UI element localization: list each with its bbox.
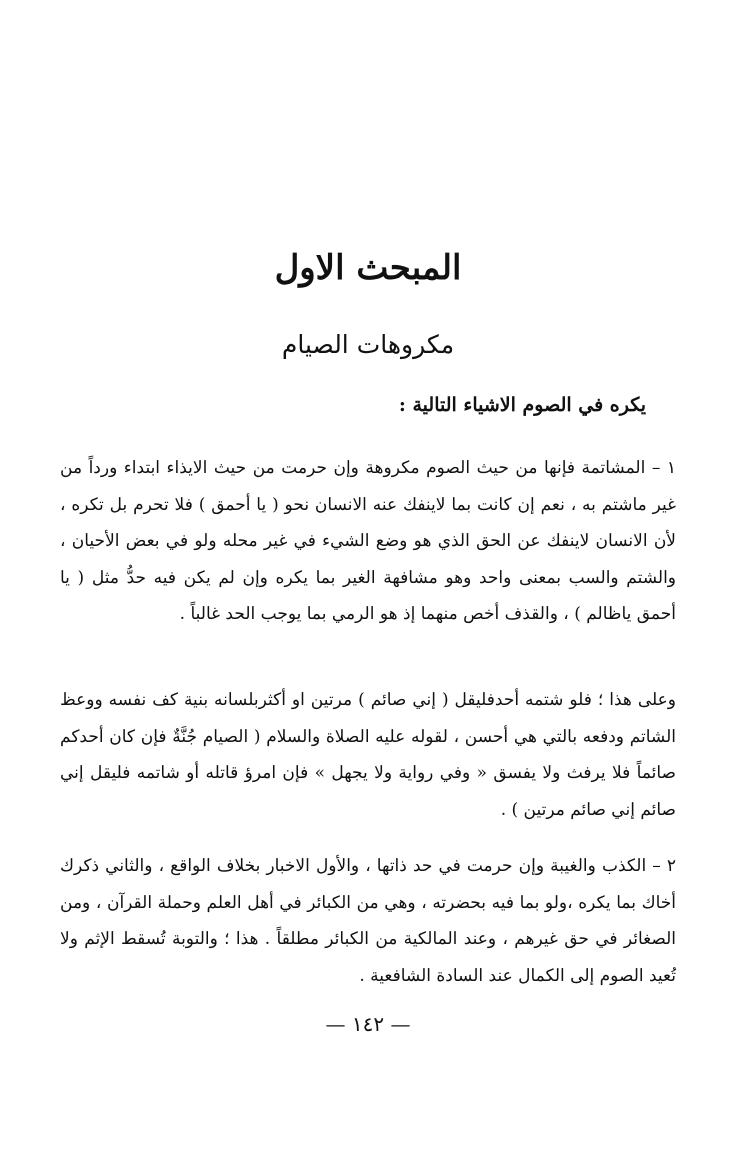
paragraph-2: وعلى هذا ؛ فلو شتمه أحدفليقل ( إني صائم ) مرتين او أكثربلسانه بنية كف نفسه ووعظ الشاتم ودفعه بالتي هي أحسن ، لقوله عليه الصلاة والسلام ( الصيام جُنَّةٌ فإن كان أحدكم صائماً فلا يرفث ولا يفسق « وفي رواية ولا يجهل » فإن امرؤ قاتله أو شاتمه فليقل إني صائم إني صائم مرتين ) . (60, 690, 676, 820)
intro-line: يكره في الصوم الاشياء التالية : (398, 394, 646, 416)
page-number: — ١٤٢ — (325, 1012, 411, 1036)
section-title: مكروهات الصيام (281, 330, 455, 359)
paragraph-3: ٢ – الكذب والغيبة وإن حرمت في حد ذاتها ، والأول الاخبار بخلاف الواقع ، والثاني ذكرك أخاك بما يكره ،ولو بما فيه بحضرته ، وهي من الكبائر في أهل العلم وحملة القرآن ، ومن الصغائر في حق غيرهم ، وعند المالكية من الكبائر مطلقاً . هذا ؛ والتوبة تُسقط الإثم ولا تُعيد الصوم إلى الكمال عند السادة الشافعية . (60, 856, 676, 986)
chapter-title: المبحث الاول (274, 248, 462, 288)
paragraph-1: ١ – المشاتمة فإنها من حيث الصوم مكروهة وإن حرمت من حيث الايذاء ابتداء ورداً من غير ماشتم به ، نعم إن كانت بما لاينفك عنه الانسان نحو ( يا أحمق ) فلا تحرم بل تكره ، لأن الانسان لاينفك عن الحق الذي هو وضع الشيء في غير محله ولو في بعض الأحيان ، والشتم والسب بمعنى واحد وهو مشافهة الغير بما يكره وإن لم يكن فيه حدُّ مثل ( يا أحمق ياظالم ) ، والقذف أخص منهما إذ هو الرمي بما يوجب الحد غالباً . (60, 458, 676, 624)
